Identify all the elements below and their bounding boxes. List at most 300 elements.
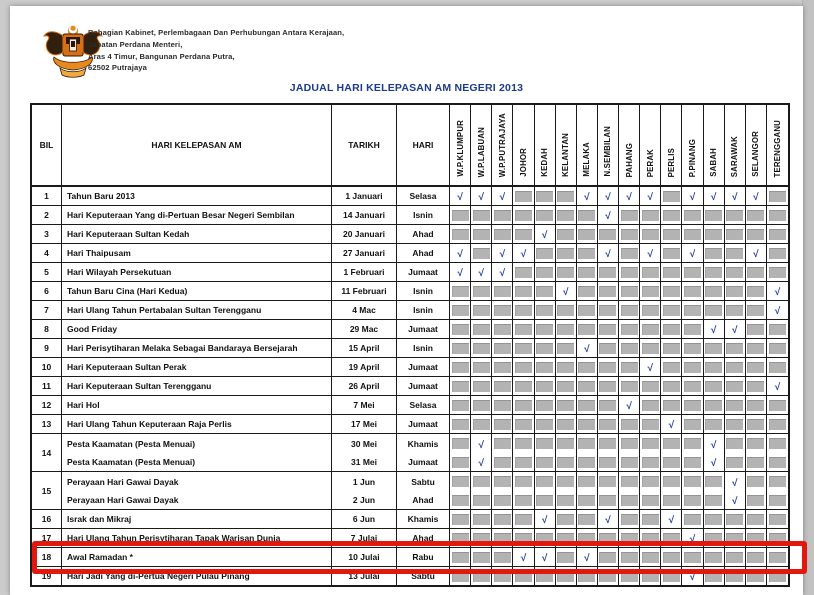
empty-cell-marker xyxy=(747,514,764,525)
bil-cell: 4 xyxy=(32,244,62,263)
state-check-cell xyxy=(513,415,534,434)
state-check-cell xyxy=(577,358,598,377)
document-page xyxy=(10,6,803,595)
empty-cell-marker xyxy=(557,400,574,411)
empty-cell-marker xyxy=(705,286,722,297)
empty-cell-marker xyxy=(663,305,680,316)
state-check-cell xyxy=(471,263,492,282)
empty-cell-marker xyxy=(557,343,574,354)
empty-cell-marker xyxy=(557,552,574,563)
state-check-cell xyxy=(450,263,471,282)
empty-cell-marker xyxy=(452,457,469,468)
state-check-cell xyxy=(746,510,767,529)
table-row xyxy=(32,244,788,263)
empty-cell-marker xyxy=(515,457,532,468)
state-check-cell xyxy=(577,510,598,529)
empty-cell-marker xyxy=(452,476,469,487)
state-check-cell xyxy=(535,472,556,491)
empty-cell-marker xyxy=(769,438,786,449)
state-check-cell xyxy=(725,263,746,282)
bil-cell: 9 xyxy=(32,339,62,358)
empty-cell-marker xyxy=(452,514,469,525)
state-check-cell xyxy=(661,282,682,301)
empty-cell-marker xyxy=(578,476,595,487)
empty-cell-marker xyxy=(684,552,701,563)
empty-cell-marker xyxy=(684,267,701,278)
state-check-cell xyxy=(661,472,682,491)
empty-cell-marker xyxy=(663,267,680,278)
empty-cell-marker xyxy=(769,552,786,563)
state-check-cell xyxy=(661,225,682,244)
table-row xyxy=(32,187,788,206)
empty-cell-marker xyxy=(473,495,490,506)
day-cell: Khamis xyxy=(397,434,450,453)
state-check-cell xyxy=(682,187,703,206)
state-column-header xyxy=(661,105,682,187)
empty-cell-marker xyxy=(452,305,469,316)
state-check-cell xyxy=(746,301,767,320)
empty-cell-marker xyxy=(621,552,638,563)
state-check-cell xyxy=(682,320,703,339)
empty-cell-marker xyxy=(536,457,553,468)
check-mark: √ xyxy=(774,382,781,393)
date-cell: 13 Julai xyxy=(332,567,397,585)
state-check-cell xyxy=(746,282,767,301)
state-check-cell xyxy=(746,377,767,396)
state-check-cell xyxy=(556,396,577,415)
empty-cell-marker xyxy=(599,552,616,563)
state-check-cell xyxy=(471,206,492,225)
state-column-header xyxy=(471,105,492,187)
empty-cell-marker xyxy=(578,248,595,259)
state-check-cell xyxy=(492,434,513,453)
day-cell: Rabu xyxy=(397,548,450,567)
state-check-cell xyxy=(556,529,577,548)
address-line: Aras 4 Timur, Bangunan Perdana Putra, xyxy=(88,51,235,61)
state-check-cell xyxy=(577,548,598,567)
empty-cell-marker xyxy=(663,324,680,335)
empty-cell-marker xyxy=(769,495,786,506)
table-row xyxy=(32,415,788,434)
state-check-cell xyxy=(513,339,534,358)
check-mark: √ xyxy=(689,192,696,203)
empty-cell-marker xyxy=(663,343,680,354)
state-check-cell xyxy=(598,529,619,548)
day-cell: Jumaat xyxy=(397,263,450,282)
state-check-cell xyxy=(704,529,725,548)
state-check-cell xyxy=(577,472,598,491)
empty-cell-marker xyxy=(705,362,722,373)
empty-cell-marker xyxy=(726,571,743,582)
empty-cell-marker xyxy=(557,324,574,335)
empty-cell-marker xyxy=(473,533,490,544)
empty-cell-marker xyxy=(578,362,595,373)
state-check-cell xyxy=(704,491,725,510)
empty-cell-marker xyxy=(452,381,469,392)
state-check-cell xyxy=(471,529,492,548)
empty-cell-marker xyxy=(621,343,638,354)
state-column-header xyxy=(492,105,513,187)
bil-cell: 7 xyxy=(32,301,62,320)
state-check-cell xyxy=(746,358,767,377)
empty-cell-marker xyxy=(621,514,638,525)
empty-cell-marker xyxy=(599,419,616,430)
empty-cell-marker xyxy=(684,495,701,506)
empty-cell-marker xyxy=(599,381,616,392)
empty-cell-marker xyxy=(536,495,553,506)
empty-cell-marker xyxy=(747,457,764,468)
state-check-cell xyxy=(450,491,471,510)
day-cell: Sabtu xyxy=(397,567,450,585)
state-check-cell xyxy=(450,282,471,301)
check-mark: √ xyxy=(753,192,759,203)
state-check-cell xyxy=(661,206,682,225)
col-header-date: TARIKH xyxy=(332,105,397,187)
table-row xyxy=(32,434,788,453)
empty-cell-marker xyxy=(578,514,595,525)
state-check-cell xyxy=(577,320,598,339)
state-check-cell xyxy=(471,548,492,567)
state-check-cell xyxy=(556,491,577,510)
state-column-label: SELANGOR xyxy=(751,131,761,177)
empty-cell-marker xyxy=(663,533,680,544)
check-mark: √ xyxy=(626,192,632,203)
check-mark: √ xyxy=(626,401,632,412)
state-check-cell xyxy=(682,225,703,244)
state-check-cell xyxy=(598,225,619,244)
empty-cell-marker xyxy=(578,457,595,468)
state-check-cell xyxy=(704,301,725,320)
table-row xyxy=(32,453,788,472)
day-cell: Jumaat xyxy=(397,453,450,472)
state-check-cell xyxy=(492,282,513,301)
state-column-label: MELAKA xyxy=(582,142,592,177)
empty-cell-marker xyxy=(578,400,595,411)
empty-cell-marker xyxy=(726,438,743,449)
empty-cell-marker xyxy=(705,552,722,563)
empty-cell-marker xyxy=(663,438,680,449)
state-check-cell xyxy=(725,244,746,263)
empty-cell-marker xyxy=(515,381,532,392)
state-check-cell xyxy=(556,206,577,225)
state-check-cell xyxy=(704,472,725,491)
state-check-cell xyxy=(640,244,661,263)
state-check-cell xyxy=(767,491,788,510)
state-check-cell xyxy=(704,377,725,396)
empty-cell-marker xyxy=(621,495,638,506)
state-check-cell xyxy=(682,244,703,263)
table-row xyxy=(32,206,788,225)
empty-cell-marker xyxy=(515,571,532,582)
empty-cell-marker xyxy=(642,571,659,582)
holiday-name-cell: Tahun Baru Cina (Hari Kedua) xyxy=(62,282,332,301)
empty-cell-marker xyxy=(642,419,659,430)
date-cell: 1 Februari xyxy=(332,263,397,282)
empty-cell-marker xyxy=(642,495,659,506)
empty-cell-marker xyxy=(494,343,511,354)
state-check-cell xyxy=(577,529,598,548)
state-check-cell xyxy=(704,510,725,529)
state-check-cell xyxy=(619,244,640,263)
state-column-header xyxy=(746,105,767,187)
empty-cell-marker xyxy=(494,210,511,221)
empty-cell-marker xyxy=(473,476,490,487)
state-check-cell xyxy=(598,377,619,396)
empty-cell-marker xyxy=(557,533,574,544)
bil-cell: 5 xyxy=(32,263,62,282)
empty-cell-marker xyxy=(515,324,532,335)
empty-cell-marker xyxy=(642,343,659,354)
empty-cell-marker xyxy=(621,324,638,335)
empty-cell-marker xyxy=(705,381,722,392)
empty-cell-marker xyxy=(726,552,743,563)
empty-cell-marker xyxy=(642,514,659,525)
state-check-cell xyxy=(450,415,471,434)
state-check-cell xyxy=(661,548,682,567)
state-check-cell xyxy=(640,529,661,548)
check-mark: √ xyxy=(668,420,675,431)
col-header-holiday: HARI KELEPASAN AM xyxy=(62,105,332,187)
state-check-cell xyxy=(471,472,492,491)
state-check-cell xyxy=(619,301,640,320)
state-check-cell xyxy=(556,453,577,472)
state-check-cell xyxy=(471,358,492,377)
state-check-cell xyxy=(556,301,577,320)
state-check-cell xyxy=(450,548,471,567)
state-check-cell xyxy=(577,453,598,472)
state-check-cell xyxy=(640,567,661,585)
state-check-cell xyxy=(640,187,661,206)
state-check-cell xyxy=(492,453,513,472)
state-check-cell xyxy=(746,453,767,472)
empty-cell-marker xyxy=(557,438,574,449)
bil-cell: 19 xyxy=(32,567,62,585)
empty-cell-marker xyxy=(578,267,595,278)
empty-cell-marker xyxy=(621,381,638,392)
empty-cell-marker xyxy=(747,229,764,240)
state-check-cell xyxy=(682,434,703,453)
state-check-cell xyxy=(492,529,513,548)
empty-cell-marker xyxy=(494,571,511,582)
empty-cell-marker xyxy=(642,457,659,468)
state-check-cell xyxy=(725,206,746,225)
state-check-cell xyxy=(725,187,746,206)
empty-cell-marker xyxy=(494,495,511,506)
state-check-cell xyxy=(725,434,746,453)
check-mark: √ xyxy=(731,496,738,507)
empty-cell-marker xyxy=(452,400,469,411)
date-cell: 19 April xyxy=(332,358,397,377)
state-check-cell xyxy=(619,548,640,567)
empty-cell-marker xyxy=(747,533,764,544)
state-check-cell xyxy=(535,282,556,301)
empty-cell-marker xyxy=(599,286,616,297)
empty-cell-marker xyxy=(494,286,511,297)
state-column-header xyxy=(619,105,640,187)
check-mark: √ xyxy=(478,458,484,469)
day-cell: Isnin xyxy=(397,339,450,358)
state-check-cell xyxy=(746,434,767,453)
state-column-label: W.P.LABUAN xyxy=(476,126,486,177)
empty-cell-marker xyxy=(663,457,680,468)
empty-cell-marker xyxy=(663,248,680,259)
empty-cell-marker xyxy=(684,514,701,525)
empty-cell-marker xyxy=(769,324,786,335)
check-mark: √ xyxy=(499,192,506,203)
table-row xyxy=(32,282,788,301)
state-check-cell xyxy=(619,377,640,396)
state-check-cell xyxy=(535,187,556,206)
state-column-label: PERAK xyxy=(645,148,655,177)
bil-cell: 13 xyxy=(32,415,62,434)
day-cell: Jumaat xyxy=(397,377,450,396)
state-check-cell xyxy=(471,339,492,358)
state-column-label: W.P.KLUMPUR xyxy=(455,120,465,177)
empty-cell-marker xyxy=(684,476,701,487)
holiday-name-cell: Hari Keputeraan Sultan Terengganu xyxy=(62,377,332,396)
state-check-cell xyxy=(598,510,619,529)
empty-cell-marker xyxy=(705,419,722,430)
empty-cell-marker xyxy=(557,191,574,202)
state-check-cell xyxy=(535,415,556,434)
table-row xyxy=(32,377,788,396)
empty-cell-marker xyxy=(536,476,553,487)
empty-cell-marker xyxy=(473,514,490,525)
address-line: Bahagian Kabinet, Perlembagaan Dan Perhubungan Antara Kerajaan, xyxy=(88,28,345,37)
bil-cell: 2 xyxy=(32,206,62,225)
state-check-cell xyxy=(450,301,471,320)
state-check-cell xyxy=(577,244,598,263)
day-cell: Selasa xyxy=(397,396,450,415)
empty-cell-marker xyxy=(599,438,616,449)
empty-cell-marker xyxy=(473,229,490,240)
state-check-cell xyxy=(598,320,619,339)
day-cell: Ahad xyxy=(397,491,450,510)
state-check-cell xyxy=(704,434,725,453)
holiday-name-cell: Hari Jadi Yang di-Pertua Negeri Pulau Pinang xyxy=(62,567,332,585)
empty-cell-marker xyxy=(557,457,574,468)
day-cell: Ahad xyxy=(397,529,450,548)
holiday-name-cell: Tahun Baru 2013 xyxy=(62,187,332,206)
state-check-cell xyxy=(640,377,661,396)
state-check-cell xyxy=(661,453,682,472)
state-check-cell xyxy=(746,263,767,282)
state-check-cell xyxy=(767,187,788,206)
empty-cell-marker xyxy=(769,229,786,240)
table-row xyxy=(32,339,788,358)
table-row xyxy=(32,358,788,377)
state-check-cell xyxy=(704,187,725,206)
empty-cell-marker xyxy=(726,419,743,430)
empty-cell-marker xyxy=(684,419,701,430)
empty-cell-marker xyxy=(536,191,553,202)
state-check-cell xyxy=(619,225,640,244)
bil-cell: 8 xyxy=(32,320,62,339)
holiday-name-cell: Hari Keputeraan Sultan Perak xyxy=(62,358,332,377)
state-check-cell xyxy=(556,263,577,282)
check-mark: √ xyxy=(562,287,569,298)
state-check-cell xyxy=(682,510,703,529)
empty-cell-marker xyxy=(473,571,490,582)
state-check-cell xyxy=(661,339,682,358)
empty-cell-marker xyxy=(642,324,659,335)
state-check-cell xyxy=(577,396,598,415)
empty-cell-marker xyxy=(473,552,490,563)
state-check-cell xyxy=(513,396,534,415)
empty-cell-marker xyxy=(536,362,553,373)
state-check-cell xyxy=(704,567,725,585)
state-check-cell xyxy=(640,453,661,472)
holiday-name-cell: Pesta Kaamatan (Pesta Menuai) xyxy=(62,434,332,453)
day-cell: Ahad xyxy=(397,244,450,263)
state-check-cell xyxy=(746,567,767,585)
state-check-cell xyxy=(767,282,788,301)
check-mark: √ xyxy=(584,192,590,203)
bil-cell: 16 xyxy=(32,510,62,529)
empty-cell-marker xyxy=(599,533,616,544)
date-cell: 20 Januari xyxy=(332,225,397,244)
state-check-cell xyxy=(450,434,471,453)
empty-cell-marker xyxy=(599,495,616,506)
empty-cell-marker xyxy=(452,552,469,563)
empty-cell-marker xyxy=(663,571,680,582)
empty-cell-marker xyxy=(578,286,595,297)
empty-cell-marker xyxy=(473,343,490,354)
state-check-cell xyxy=(535,225,556,244)
empty-cell-marker xyxy=(494,476,511,487)
empty-cell-marker xyxy=(515,343,532,354)
empty-cell-marker xyxy=(452,571,469,582)
state-check-cell xyxy=(598,206,619,225)
check-mark: √ xyxy=(541,230,548,241)
empty-cell-marker xyxy=(663,476,680,487)
empty-cell-marker xyxy=(452,324,469,335)
check-mark: √ xyxy=(731,192,738,203)
page-title: JADUAL HARI KELEPASAN AM NEGERI 2013 xyxy=(289,82,524,94)
state-check-cell xyxy=(661,415,682,434)
empty-cell-marker xyxy=(578,381,595,392)
empty-cell-marker xyxy=(515,438,532,449)
empty-cell-marker xyxy=(769,476,786,487)
state-column-header xyxy=(556,105,577,187)
empty-cell-marker xyxy=(769,210,786,221)
state-check-cell xyxy=(598,472,619,491)
empty-cell-marker xyxy=(473,286,490,297)
state-check-cell xyxy=(746,244,767,263)
state-column-header xyxy=(640,105,661,187)
empty-cell-marker xyxy=(621,457,638,468)
check-mark: √ xyxy=(753,249,759,260)
state-check-cell xyxy=(682,472,703,491)
empty-cell-marker xyxy=(621,438,638,449)
check-mark: √ xyxy=(584,344,590,355)
state-check-cell xyxy=(619,282,640,301)
state-check-cell xyxy=(450,567,471,585)
state-check-cell xyxy=(492,320,513,339)
state-check-cell xyxy=(577,567,598,585)
check-mark: √ xyxy=(478,268,484,279)
state-check-cell xyxy=(746,339,767,358)
empty-cell-marker xyxy=(769,267,786,278)
empty-cell-marker xyxy=(473,305,490,316)
state-check-cell xyxy=(577,377,598,396)
state-check-cell xyxy=(640,339,661,358)
state-check-cell xyxy=(471,510,492,529)
empty-cell-marker xyxy=(684,362,701,373)
empty-cell-marker xyxy=(705,267,722,278)
state-check-cell xyxy=(535,434,556,453)
state-check-cell xyxy=(640,396,661,415)
